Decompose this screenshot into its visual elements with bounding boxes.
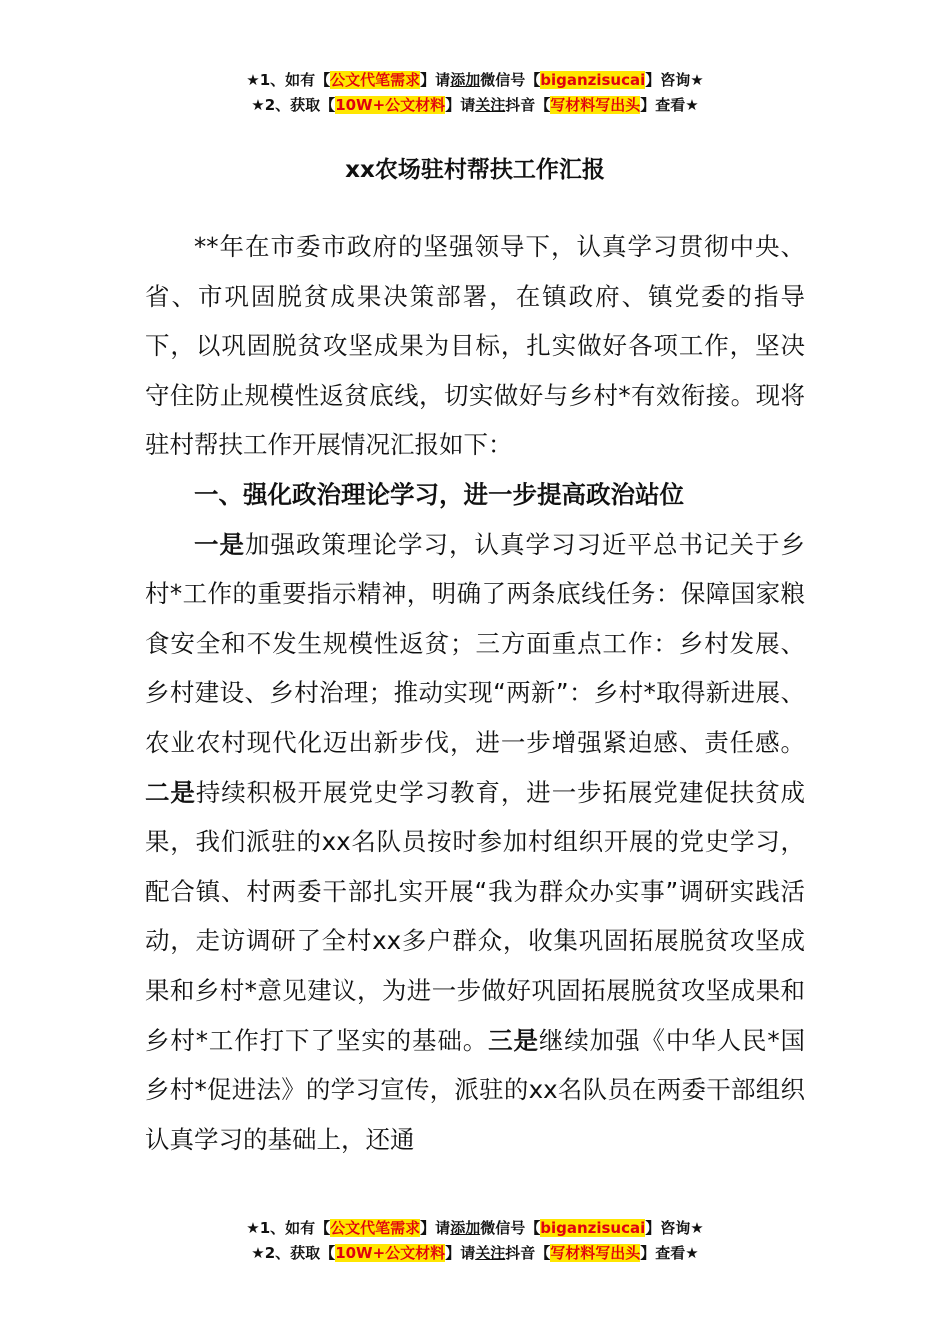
banner-emphasis: 添加	[450, 1219, 481, 1237]
banner-text: 】请	[445, 1244, 476, 1262]
point-text: 继续加强《中华人民*国乡村*促进法》的学习宣传，派驻的xx名队员在两委干部组织认真学习的基础上，还通	[145, 1025, 806, 1154]
banner-text: 】查看★	[640, 96, 699, 114]
banner-text: ★2、获取【	[251, 96, 336, 114]
banner-line-1	[0, 1216, 950, 1241]
banner-highlight: 公文代笔需求	[330, 1219, 421, 1237]
banner-emphasis: 添加	[450, 71, 481, 89]
banner-line-2	[0, 93, 950, 118]
banner-text: 】请	[445, 96, 476, 114]
banner-emphasis: 关注	[475, 96, 506, 114]
banner-text: 】咨询★	[645, 71, 704, 89]
banner-highlight: 10W+公文材料	[335, 96, 446, 114]
point-lead: 三是	[488, 1025, 539, 1055]
banner-text: 】请	[420, 1219, 451, 1237]
point-text: 加强政策理论学习，认真学习习近平总书记关于乡村*工作的重要指示精神，明确了两条底线任务：保障国家粮食安全和不发生规模性返贫；三方面重点工作：乡村发展、乡村建设、乡村治理；推动实现“两新”：乡村*取得新进展、农业农村现代化迈出新步伐，进一步增强紧迫感、责任感。	[145, 529, 805, 757]
footer-banner	[0, 1216, 950, 1266]
banner-line-1	[0, 68, 950, 93]
document-title: xx农场驻村帮扶工作汇报	[345, 157, 605, 183]
banner-text: 抖音【	[505, 1244, 551, 1262]
point-lead: 二是	[145, 777, 196, 807]
body-paragraph	[145, 520, 805, 1165]
banner-highlight: 10W+公文材料	[335, 1244, 446, 1262]
banner-douyin-id: 写材料写出头	[550, 1244, 641, 1262]
banner-text: 】请	[420, 71, 451, 89]
banner-text: 】咨询★	[645, 1219, 704, 1237]
banner-line-2	[0, 1241, 950, 1266]
header-banner	[0, 68, 950, 118]
banner-wechat-id: biganzisucai	[540, 71, 646, 89]
banner-douyin-id: 写材料写出头	[550, 96, 641, 114]
document-body	[145, 222, 805, 1164]
section-heading: 一、强化政治理论学习，进一步提高政治站位	[194, 479, 684, 509]
intro-paragraph: **年在市委市政府的坚强领导下，认真学习贯彻中央、省、市巩固脱贫成果决策部署，在镇政府、镇党委的指导下，以巩固脱贫攻坚成果为目标，扎实做好各项工作，坚决守住防止规模性返贫底线，切实做好与乡村*有效衔接。现将驻村帮扶工作开展情况汇报如下：	[145, 232, 805, 460]
banner-text: ★1、如有【	[246, 71, 331, 89]
banner-highlight: 公文代笔需求	[330, 71, 421, 89]
banner-text: ★2、获取【	[251, 1244, 336, 1262]
banner-text: ★1、如有【	[246, 1219, 331, 1237]
banner-text: 微信号【	[480, 1219, 541, 1237]
banner-wechat-id: biganzisucai	[540, 1219, 646, 1237]
banner-emphasis: 关注	[475, 1244, 506, 1262]
banner-text: 抖音【	[505, 96, 551, 114]
point-text: 持续积极开展党史学习教育，进一步拓展党建促扶贫成果，我们派驻的xx名队员按时参加村组织开展的党史学习，配合镇、村两委干部扎实开展“我为群众办实事”调研实践活动，走访调研了全村xx多户群众，收集巩固拓展脱贫攻坚成果和乡村*意见建议，为进一步做好巩固拓展脱贫攻坚成果和乡村*工作打下了坚实的基础。	[145, 777, 806, 1055]
banner-text: 微信号【	[480, 71, 541, 89]
point-lead: 一是	[194, 529, 245, 559]
banner-text: 】查看★	[640, 1244, 699, 1262]
